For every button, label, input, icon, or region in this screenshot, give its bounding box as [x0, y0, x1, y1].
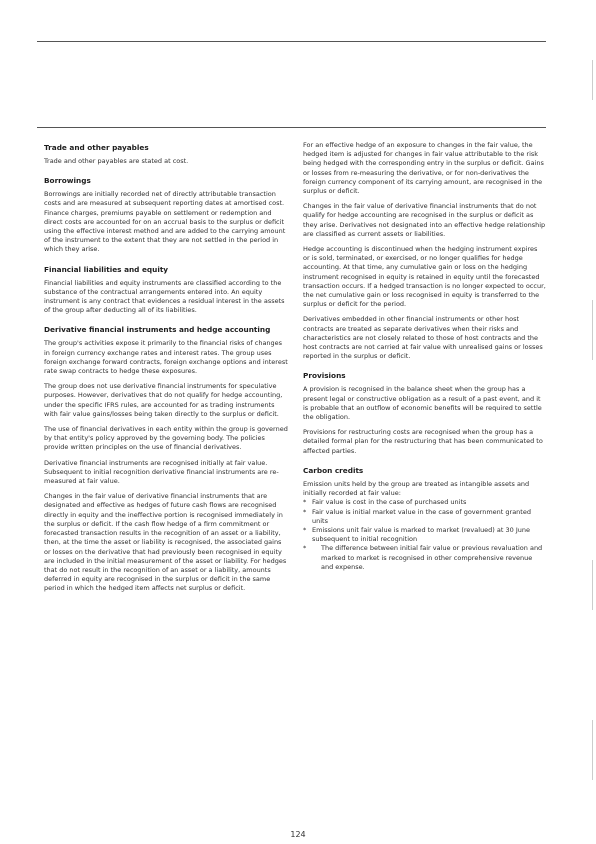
left-column [44, 143, 289, 600]
bullet-icon: * [303, 507, 307, 516]
provisions-paragraph-2: Provisions for restructuring costs are recognised when the group has a detailed formal plan for the restructuring that has been communicated to affected parties. [303, 428, 543, 455]
list-item: * Fair value is cost in the case of purchased units [303, 498, 467, 507]
carbon-credits-heading: Carbon credits [303, 465, 364, 475]
derivatives-paragraph-3: The use of financial derivatives in each entity within the group is governed by that entity's policy approved by the governing body. The policies provide written principles on the use of financial derivatives. [44, 425, 288, 452]
right-column [303, 141, 546, 572]
derivatives-paragraph-2: The group does not use derivative financial instruments for speculative purposes. However, derivatives that do not qualify for hedge accounting, under the specific IFRS rules, are accounted for as trading instruments with fair value gains/losses being taken directly to the surplus or deficit. [44, 382, 283, 418]
list-item: * Emissions unit fair value is marked to market (revalued) at 30 June subsequent to initial recognition [303, 525, 531, 544]
page-number: 124 [290, 830, 306, 839]
bullet-icon: * [303, 525, 307, 534]
carbon-credits-intro: Emission units held by the group are treated as intangible assets and initially recorded at fair value: [303, 479, 530, 498]
hedge-paragraph-4: Derivatives embedded in other financial instruments or other host contracts are treated as separate derivatives when their risks and characteristics are not closely related to those of host contracts and the host contracts are not carried at fair value with unrealised gains or losses reported in the surplus or deficit. [303, 315, 543, 361]
scan-edge-mark [592, 60, 593, 100]
financial-liabilities-text: Financial liabilities and equity instruments are classified according to the substance of the contractual arrangements entered into. An equity instrument is any contract that evidences a residual interest in the assets of the group after deducting all of its liabilities. [44, 278, 285, 315]
provisions-paragraph-1: A provision is recognised in the balance sheet when the group has a present legal or constructive obligation as a result of a past event, and it is probable that an outflow of economic benefits will be required to settle the obligation. [303, 385, 542, 422]
bullet-icon: * [303, 498, 307, 507]
header-rule [37, 41, 546, 42]
scan-edge-mark [592, 720, 593, 780]
list-item: * Fair value is initial market value in the case of government granted units [303, 507, 531, 525]
borrowings-heading: Borrowings [44, 176, 91, 186]
scan-edge-mark [592, 560, 593, 610]
derivatives-paragraph-5: Changes in the fair value of derivative financial instruments that are designated and effective as hedges of future cash flows are recognised directly in equity and the ineffective portion is recognised immediately in the surplus or deficit. If the cash flow hedge of a firm commitment or forecasted transaction results in the recognition of an asset or a liability, then, at the time the asset or liability is recognised, the associated gains or losses on the derivative that had previously been recognised in equity are included in the initial measurement of the asset or liability. For hedges that do not result in the recognition of an asset or a liability, amounts deferred in equity are recognised in the surplus or deficit in the same period in which the hedged item affects net surplus or deficit. [44, 492, 287, 593]
carbon-credits-list [303, 498, 546, 572]
derivatives-paragraph-1: The group's activities expose it primarily to the financial risks of changes in foreign currency exchange rates and interest rates. The group uses foreign exchange forward contracts, foreign exchange options and interest rate swap contracts to hedge these exposures. [44, 339, 288, 376]
hedge-paragraph-2: Changes in the fair value of derivative financial instruments that do not qualify for hedge accounting are recognised in the surplus or deficit as they arise. Derivatives not designated into an effective hedge relationship are classified as current assets or liabilities. [303, 202, 546, 238]
trade-payables-text: Trade and other payables are stated at cost. [44, 157, 189, 165]
hedge-paragraph-3: Hedge accounting is discontinued when the hedging instrument expires or is sold, terminated, or exercised, or no longer qualifies for hedge accounting. At that time, any cumulative gain or loss on the hedging instrument recognised in equity is retained in equity until the forecasted transaction occurs. If a hedged transaction is no longer expected to occur, the net cumulative gain or loss recognised in equity is transferred to the surplus or deficit for the period. [303, 245, 546, 309]
scan-edge-mark [592, 300, 593, 360]
derivatives-heading: Derivative financial instruments and hedge accounting [44, 325, 271, 335]
provisions-heading: Provisions [303, 371, 346, 381]
list-item: * The difference between initial fair value or previous revaluation and marked to market is recognised in other comprehensive revenue and expense. [303, 544, 543, 571]
financial-liabilities-heading: Financial liabilities and equity [44, 264, 169, 274]
borrowings-text: Borrowings are initially recorded net of directly attributable transaction costs and are measured at subsequent reporting dates at amortised cost. Finance charges, premiums payable on settlement or redemption and direct costs are accounted for on an accrual basis to the surplus or deficit using the effective interest method and are added to the carrying amount of the instrument to the extent that they are not settled in the period in which they arise. [44, 190, 286, 254]
section-rule [37, 127, 546, 128]
bullet-icon: * [303, 544, 307, 553]
trade-payables-heading: Trade and other payables [44, 143, 149, 152]
derivatives-paragraph-4: Derivative financial instruments are recognised initially at fair value. Subsequent to initial recognition derivative financial instruments are re-measured at fair value. [44, 458, 279, 486]
hedge-paragraph-1: For an effective hedge of an exposure to changes in the fair value, the hedged item is adjusted for changes in fair value attributable to the risk being hedged with the corresponding entry in the surplus or deficit. Gains or losses from re-measuring the derivative, or for non-derivatives the foreign currency component of its carrying amount, are recognised in the surplus or deficit. [303, 141, 544, 196]
